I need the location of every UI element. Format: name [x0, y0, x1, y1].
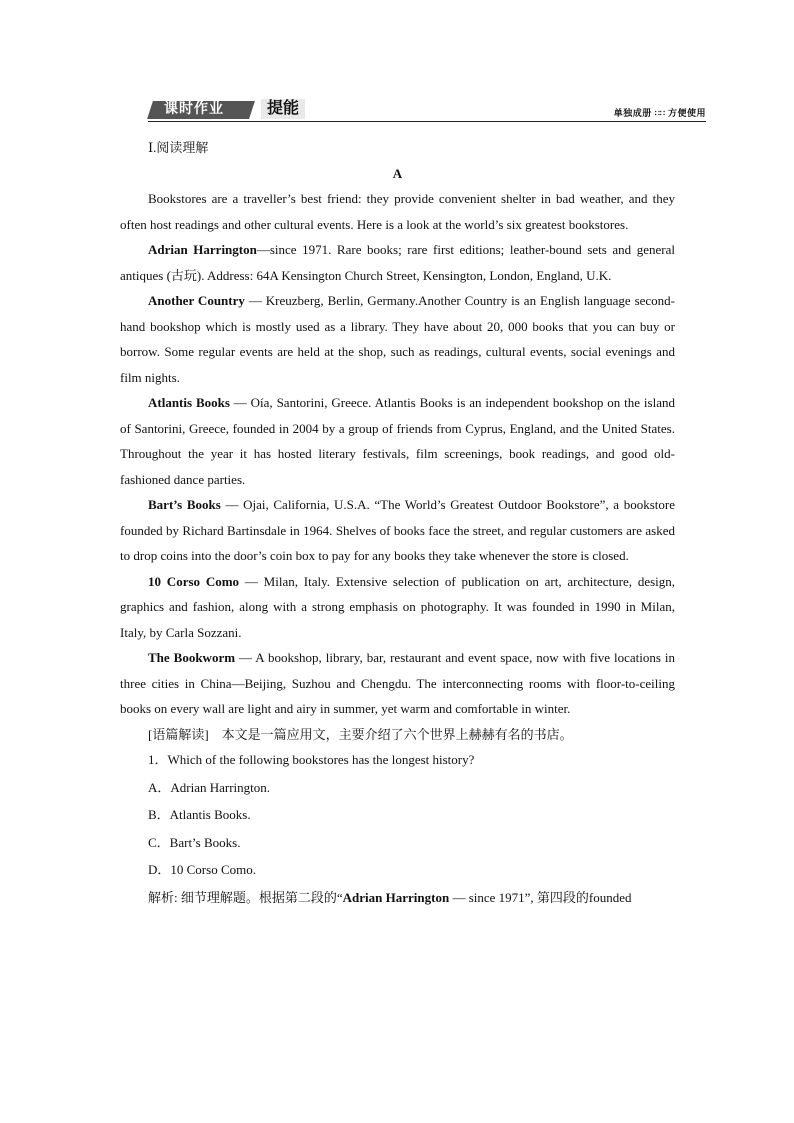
explanation [120, 885, 675, 911]
explanation-pre: 解析: 细节理解题。根据第二段的“ [148, 889, 343, 905]
analysis-intro: [语篇解读] 本文是一篇应用文，主要介绍了六个世界上赫赫有名的书店。 [148, 726, 573, 742]
store-name: Another Country [148, 293, 245, 308]
header-title: 提能 [261, 99, 305, 119]
question-stem: 1．Which of the following bookstores has the longest history? [148, 752, 475, 767]
store-paragraph [120, 237, 675, 288]
store-text: — Oía, Santorini, Greece. Atlantis Books is an independent bookshop on the island of Santorini, Greece, founded in 2004 by a group of friends from Cyprus, England, and the United States. Throughout the year it has hosted literary festivals, film screenings, book readings, and good old-fashioned dance parties. [120, 395, 675, 487]
store-name: Bart’s Books [148, 497, 221, 512]
option-c: C．Bart’s Books. [148, 834, 241, 850]
store-text: — Milan, Italy. Extensive selection of publication on art, architecture, design, graphics and fashion, along with a strong emphasis on photography. It was founded in 1990 in Milan, Italy, by Carla Sozzani. [120, 573, 676, 640]
header-dots: ∷∷ [654, 109, 665, 118]
store-name: Atlantis Books [148, 395, 230, 410]
store-paragraph [120, 569, 675, 646]
option-d: D．10 Corso Como. [148, 862, 256, 877]
store-paragraph [120, 390, 675, 492]
header-tag: 课时作业 [164, 102, 224, 117]
store-text: —since 1971. Rare books; rare first editions; leather-bound sets and general antiques (古玩). Address: 64A Kensington Church Street, Kensington, London, England, U.K. [120, 242, 675, 283]
store-name: Adrian Harrington [148, 242, 257, 257]
store-text: — A bookshop, library, bar, restaurant and event space, now with five locations in three cities in China—Beijing, Suzhou and Chengdu. The interconnecting rooms with floor-to-ceiling books on every wall are light and airy in summer, yet warm and comfortable in winter. [120, 650, 675, 716]
header-right-left: 单独成册 [613, 108, 652, 118]
intro-paragraph: Bookstores are a traveller’s best friend: they provide convenient shelter in bad weather, and they often host readings and other cultural events. Here is a look at the world’s six greatest bookstores. [120, 191, 675, 232]
option-b: B．Atlantis Books. [148, 807, 251, 822]
page-header [148, 99, 706, 125]
explanation-post: — since 1971”, 第四段的founded [449, 889, 632, 905]
store-text: — Ojai, California, U.S.A. “The World’s Greatest Outdoor Bookstore”, a bookstore founded by Richard Bartinsdale in 1964. Shelves of books face the street, and regular customers are asked to drop coins into the door’s coin box to pay for any books they take whenever the store is closed. [120, 497, 675, 563]
header-right-note [614, 106, 706, 119]
explanation-bold: Adrian Harrington [342, 889, 450, 905]
store-paragraph [120, 645, 675, 722]
store-name: The Bookworm [148, 650, 236, 665]
section-heading: Ⅰ.阅读理解 [148, 140, 209, 155]
store-paragraph [120, 288, 675, 390]
option-a: A．Adrian Harrington. [148, 779, 271, 795]
header-right-right: 方便使用 [667, 108, 706, 118]
store-text: — Kreuzberg, Berlin, Germany.Another Country is an English language second-hand bookshop which is mostly used as a library. They have about 20, 000 books that you can buy or borrow. Some regular events are held at the shop, such as readings, cultural events, social evenings and film nights. [120, 293, 675, 385]
store-paragraph [120, 492, 675, 569]
document-body [120, 135, 675, 910]
store-name: 10 Corso Como [148, 573, 240, 589]
passage-label: A [392, 165, 403, 181]
header-rule [148, 121, 706, 122]
